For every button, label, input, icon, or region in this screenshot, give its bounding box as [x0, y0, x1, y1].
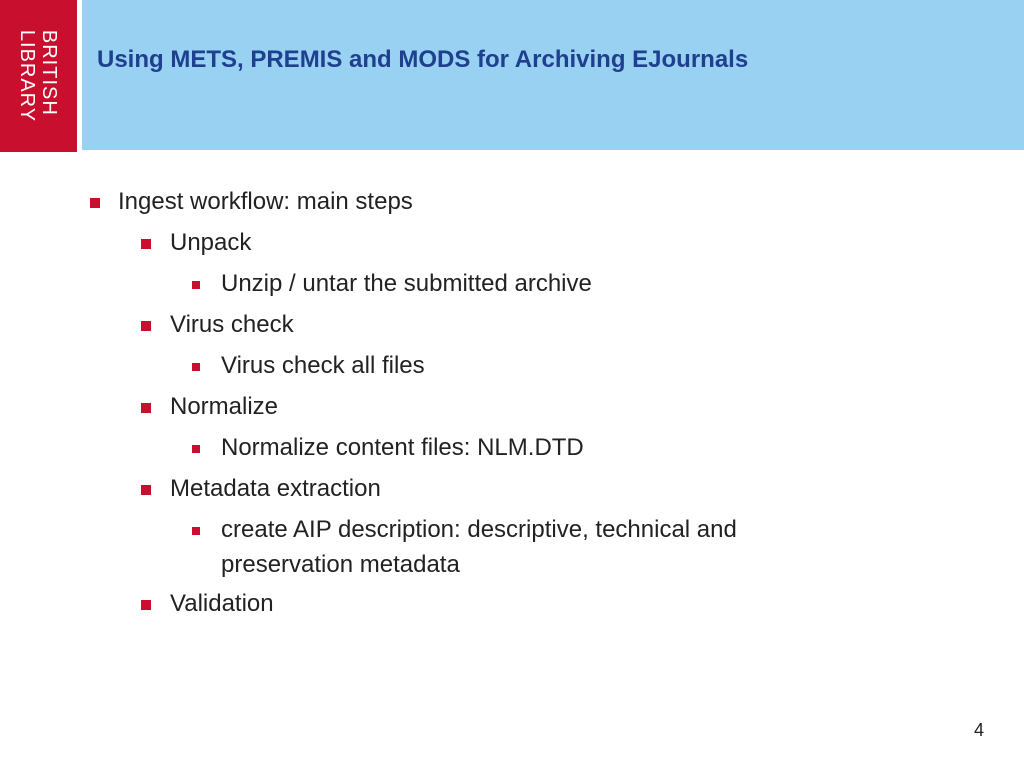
bullet-level-3: Virus check all files [221, 352, 425, 379]
bullet-level-2: Validation [170, 590, 274, 617]
bullet-marker-square-icon [141, 239, 151, 249]
bullet-level-3: Unzip / untar the submitted archive [221, 270, 592, 297]
bullet-marker-square-icon [141, 403, 151, 413]
bullet-marker-square-icon [192, 363, 200, 371]
bullet-level-3: Normalize content files: NLM.DTD [221, 434, 584, 461]
bullet-marker-square-icon [90, 198, 100, 208]
slide-title: Using METS, PREMIS and MODS for Archiving EJournals [97, 46, 749, 73]
bullet-level-2: Unpack [170, 229, 252, 256]
logo-line-library: LIBRARY [16, 29, 38, 123]
bullet-level-2: Metadata extraction [170, 475, 381, 502]
bullet-level-2: Normalize [170, 393, 279, 420]
bullet-marker-square-icon [141, 600, 151, 610]
logo-line-british: BRITISH [38, 29, 60, 116]
bullet-marker-square-icon [192, 445, 200, 453]
logo-text [16, 30, 60, 122]
header-band [82, 0, 1024, 150]
page-number: 4 [973, 720, 984, 740]
bullet-level-2: Virus check [170, 311, 294, 338]
bullet-marker-square-icon [192, 281, 200, 289]
bullet-marker-square-icon [192, 527, 200, 535]
british-library-logo [0, 0, 77, 152]
bullet-level-3: create AIP description: descriptive, technical and [221, 516, 737, 543]
bullet-level-1: Ingest workflow: main steps [118, 188, 413, 215]
bullet-level-3-continuation: preservation metadata [221, 551, 460, 578]
bullet-marker-square-icon [141, 485, 151, 495]
bullet-marker-square-icon [141, 321, 151, 331]
